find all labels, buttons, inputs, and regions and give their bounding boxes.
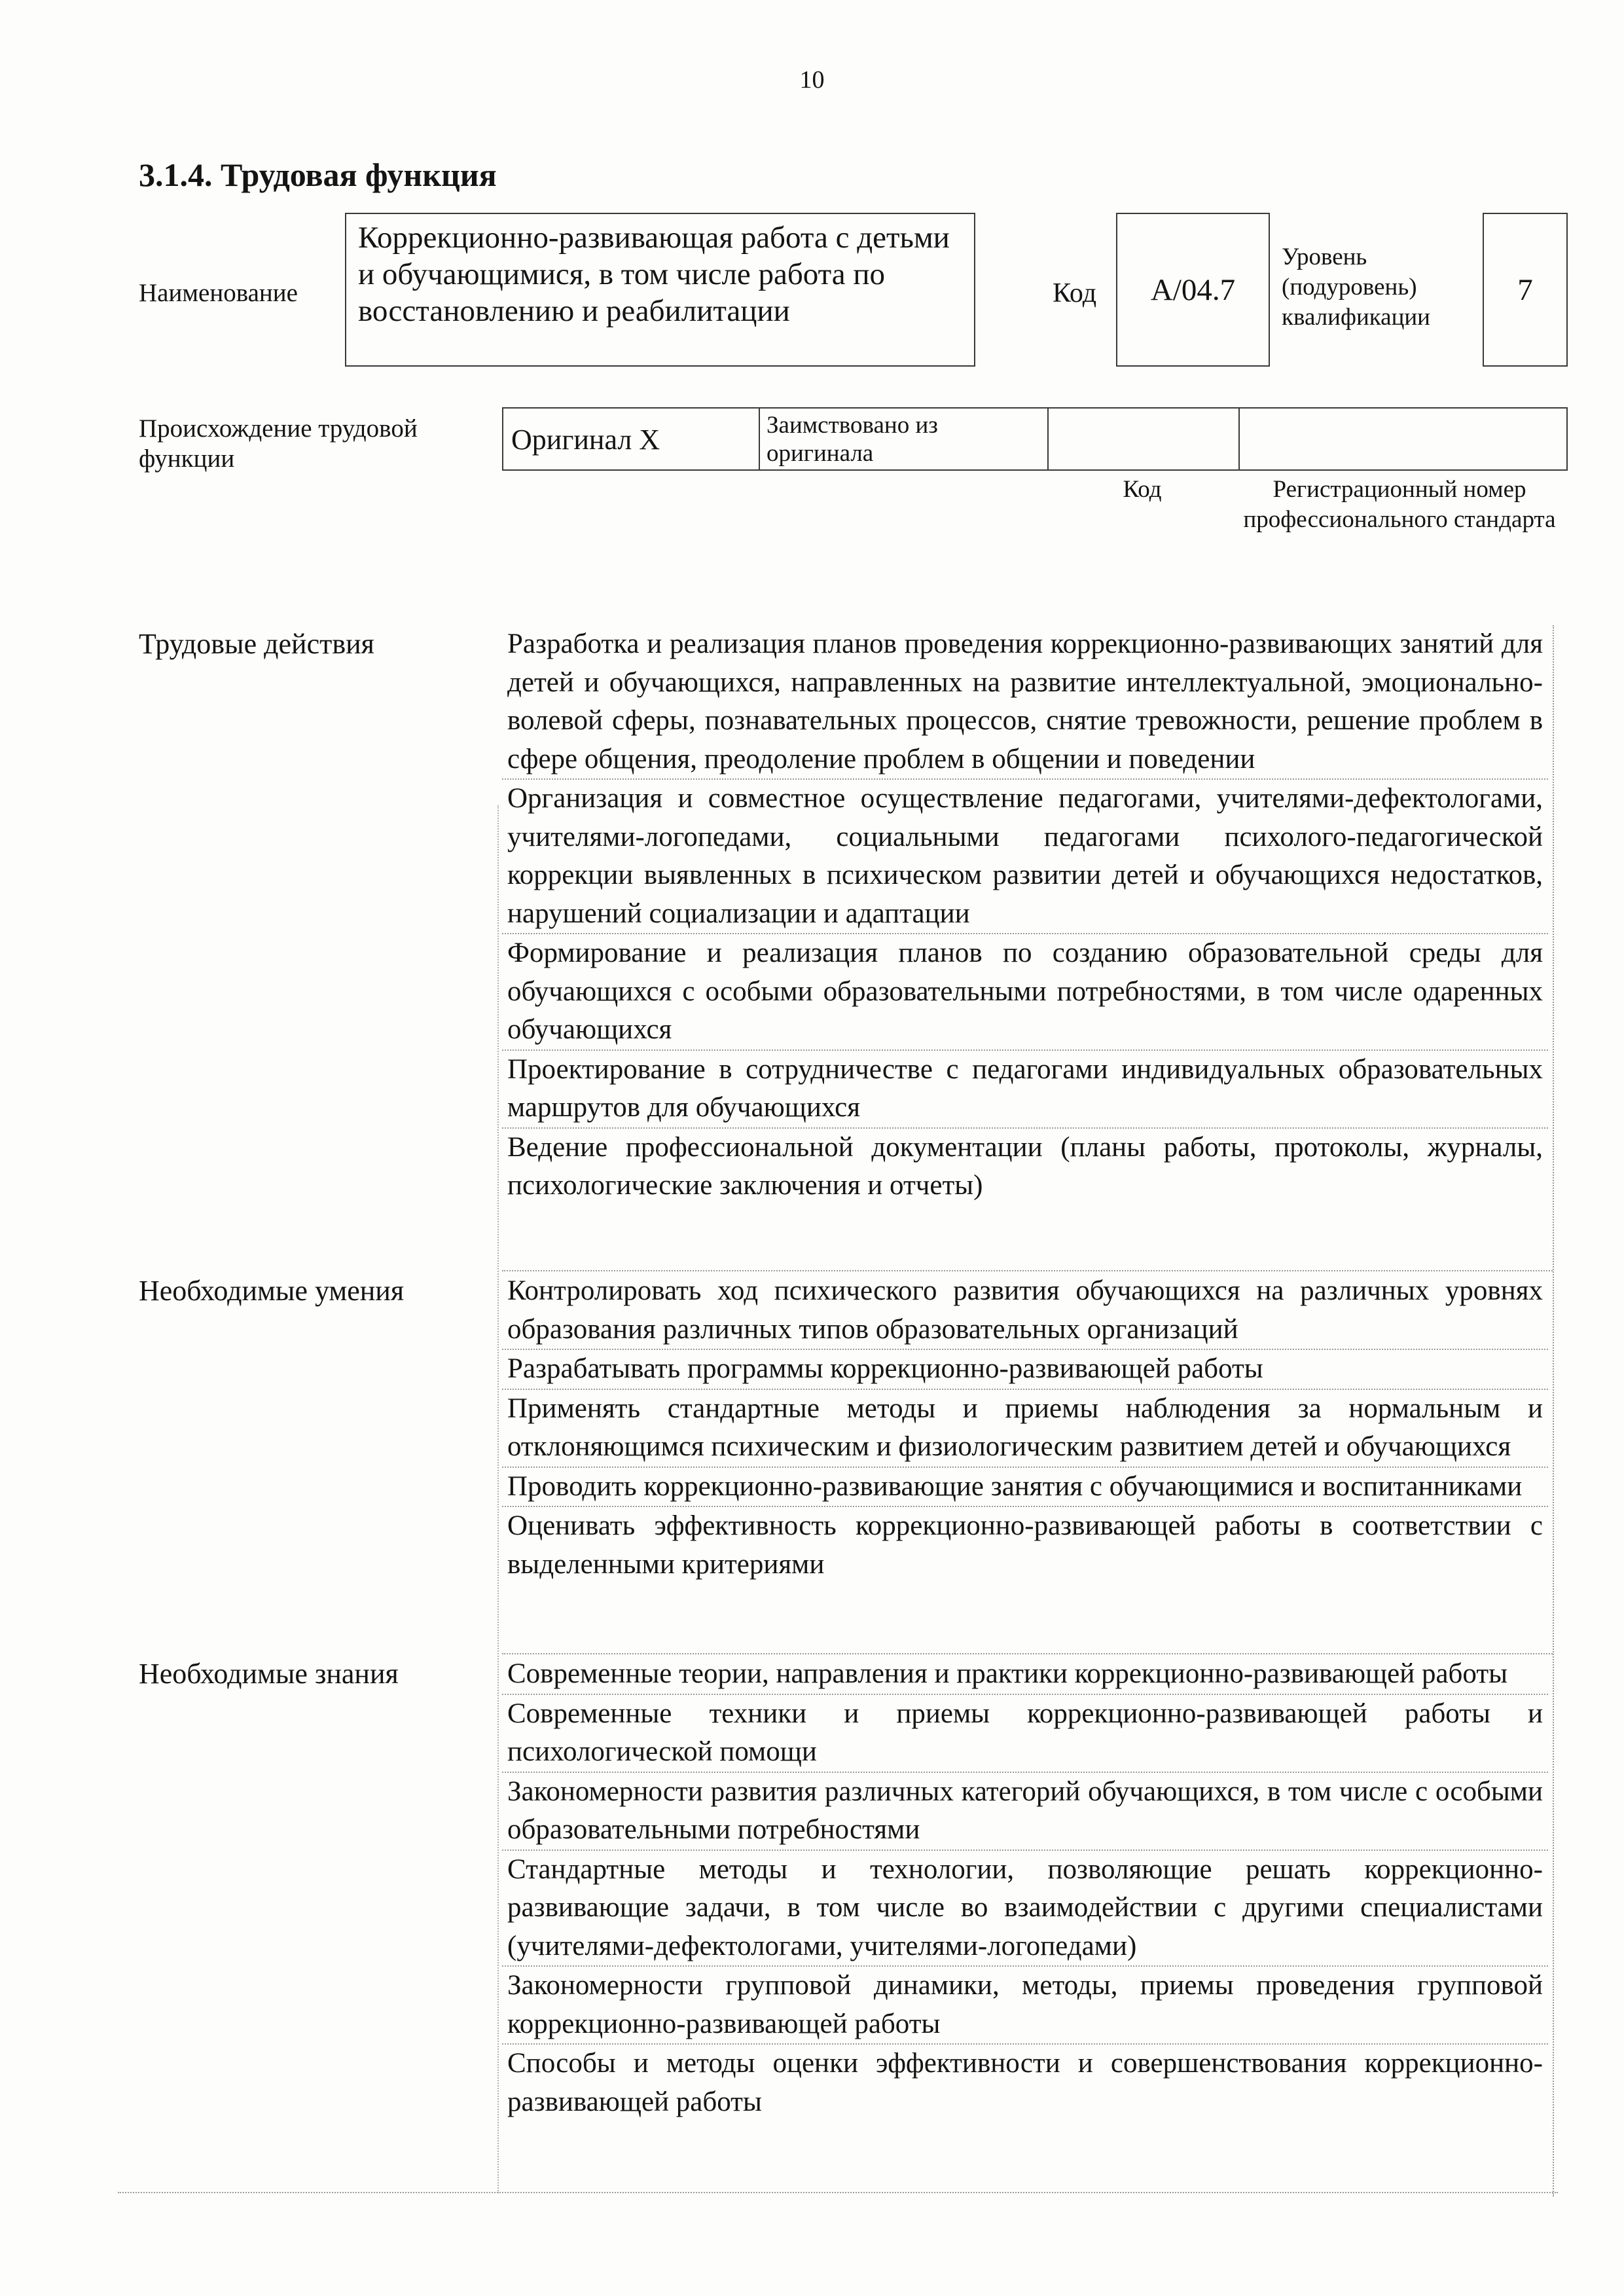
- section-heading: 3.1.4. Трудовая функция: [139, 156, 497, 193]
- origin-original-cell: Оригинал X: [503, 409, 760, 469]
- labor-actions-list: [502, 625, 1548, 1205]
- page-number: 10: [799, 66, 825, 94]
- origin-table: [502, 407, 1568, 471]
- required-skills-label: Необходимые умения: [139, 1275, 405, 1307]
- list-item: Способы и методы оценки эффективности и совершенствования коррекционно-развивающей работы: [507, 2048, 1543, 2117]
- required-skills-list: [502, 1272, 1548, 1584]
- list-item: Закономерности групповой динамики, методы, приемы проведения групповой коррекционно-развивающей работы: [502, 1967, 1548, 2045]
- list-item: Оценивать эффективность коррекционно-развивающей работы в соответствии с выделенными критериями: [507, 1510, 1543, 1580]
- list-item: Проводить коррекционно-развивающие занятия с обучающимися и воспитанниками: [502, 1468, 1548, 1508]
- list-item: Применять стандартные методы и приемы наблюдения за нормальным и отклоняющимся психическим и физиологическим развитием детей и обучающихся: [502, 1390, 1548, 1468]
- list-item: Современные техники и приемы коррекционно-развивающей работы и психологической помощи: [502, 1695, 1548, 1773]
- origin-label: Происхождение трудовой функции: [139, 414, 418, 473]
- origin-borrowed-cell: Заимствовано из оригинала: [760, 409, 1049, 469]
- list-item: Разрабатывать программы коррекционно-развивающей работы: [502, 1350, 1548, 1390]
- level-value: 7: [1483, 213, 1568, 367]
- required-knowledge-list: [502, 1655, 1548, 2121]
- labor-actions-label: Трудовые действия: [139, 628, 374, 660]
- naming-label: Наименование: [139, 279, 298, 307]
- section-divider: [502, 1270, 1553, 1271]
- list-item: Формирование и реализация планов по созданию образовательной среды для обучающихся с особыми образовательными потребностями, в том числе одаренных обучающихся: [502, 934, 1548, 1051]
- list-item: Разработка и реализация планов проведения коррекционно-развивающих занятий для детей и обучающихся, направленных на развитие интеллектуальной, эмоционально-волевой сферы, познавательных процессов, снятие тревожности, решение проблем в сфере общения, преодоление проблем в общении и поведении: [502, 625, 1548, 780]
- list-item: Стандартные методы и технологии, позволяющие решать коррекционно-развивающие задачи, в том числе во взаимодействии с другими специалистами (учителями-дефектологами, учителями-логопедами): [502, 1851, 1548, 1967]
- list-item: Контролировать ход психического развития обучающихся на различных уровнях образования различных типов образовательных организаций: [502, 1272, 1548, 1350]
- list-item: Проектирование в сотрудничестве с педагогами индивидуальных образовательных маршрутов для обучающихся: [502, 1051, 1548, 1129]
- list-item: Организация и совместное осуществление педагогами, учителями-дефектологами, учителями-логопедами, социальными педагогами психолого-педагогической коррекции выявленных в психическом развитии детей и обучающихся недостатков, нарушений социализации и адаптации: [502, 780, 1548, 934]
- function-name-field: Коррекционно-развивающая работа с детьми и обучающимися, в том числе работа по восстановлению и реабилитации: [345, 213, 975, 367]
- table-right-border: [1553, 625, 1554, 2196]
- code-caption: Код: [1123, 476, 1162, 503]
- list-item: Ведение профессиональной документации (планы работы, протоколы, журналы, психологические заключения и отчеты): [507, 1131, 1543, 1201]
- list-item: Закономерности развития различных категорий обучающихся, в том числе с особыми образовательными потребностями: [502, 1773, 1548, 1851]
- section-divider: [502, 1653, 1553, 1654]
- origin-code-cell: [1049, 409, 1240, 469]
- origin-reg-number-cell: [1240, 409, 1566, 469]
- level-label: Уровень (подуровень) квалификации: [1282, 244, 1430, 331]
- code-label: Код: [1053, 278, 1097, 308]
- list-item: Современные теории, направления и практики коррекционно-развивающей работы: [502, 1655, 1548, 1695]
- table-bottom-border: [118, 2192, 1558, 2193]
- required-knowledge-label: Необходимые знания: [139, 1658, 399, 1690]
- table-inner-border: [497, 805, 499, 2193]
- reg-number-caption: Регистрационный номер профессионального стандарта: [1243, 476, 1556, 533]
- code-value: А/04.7: [1116, 213, 1270, 367]
